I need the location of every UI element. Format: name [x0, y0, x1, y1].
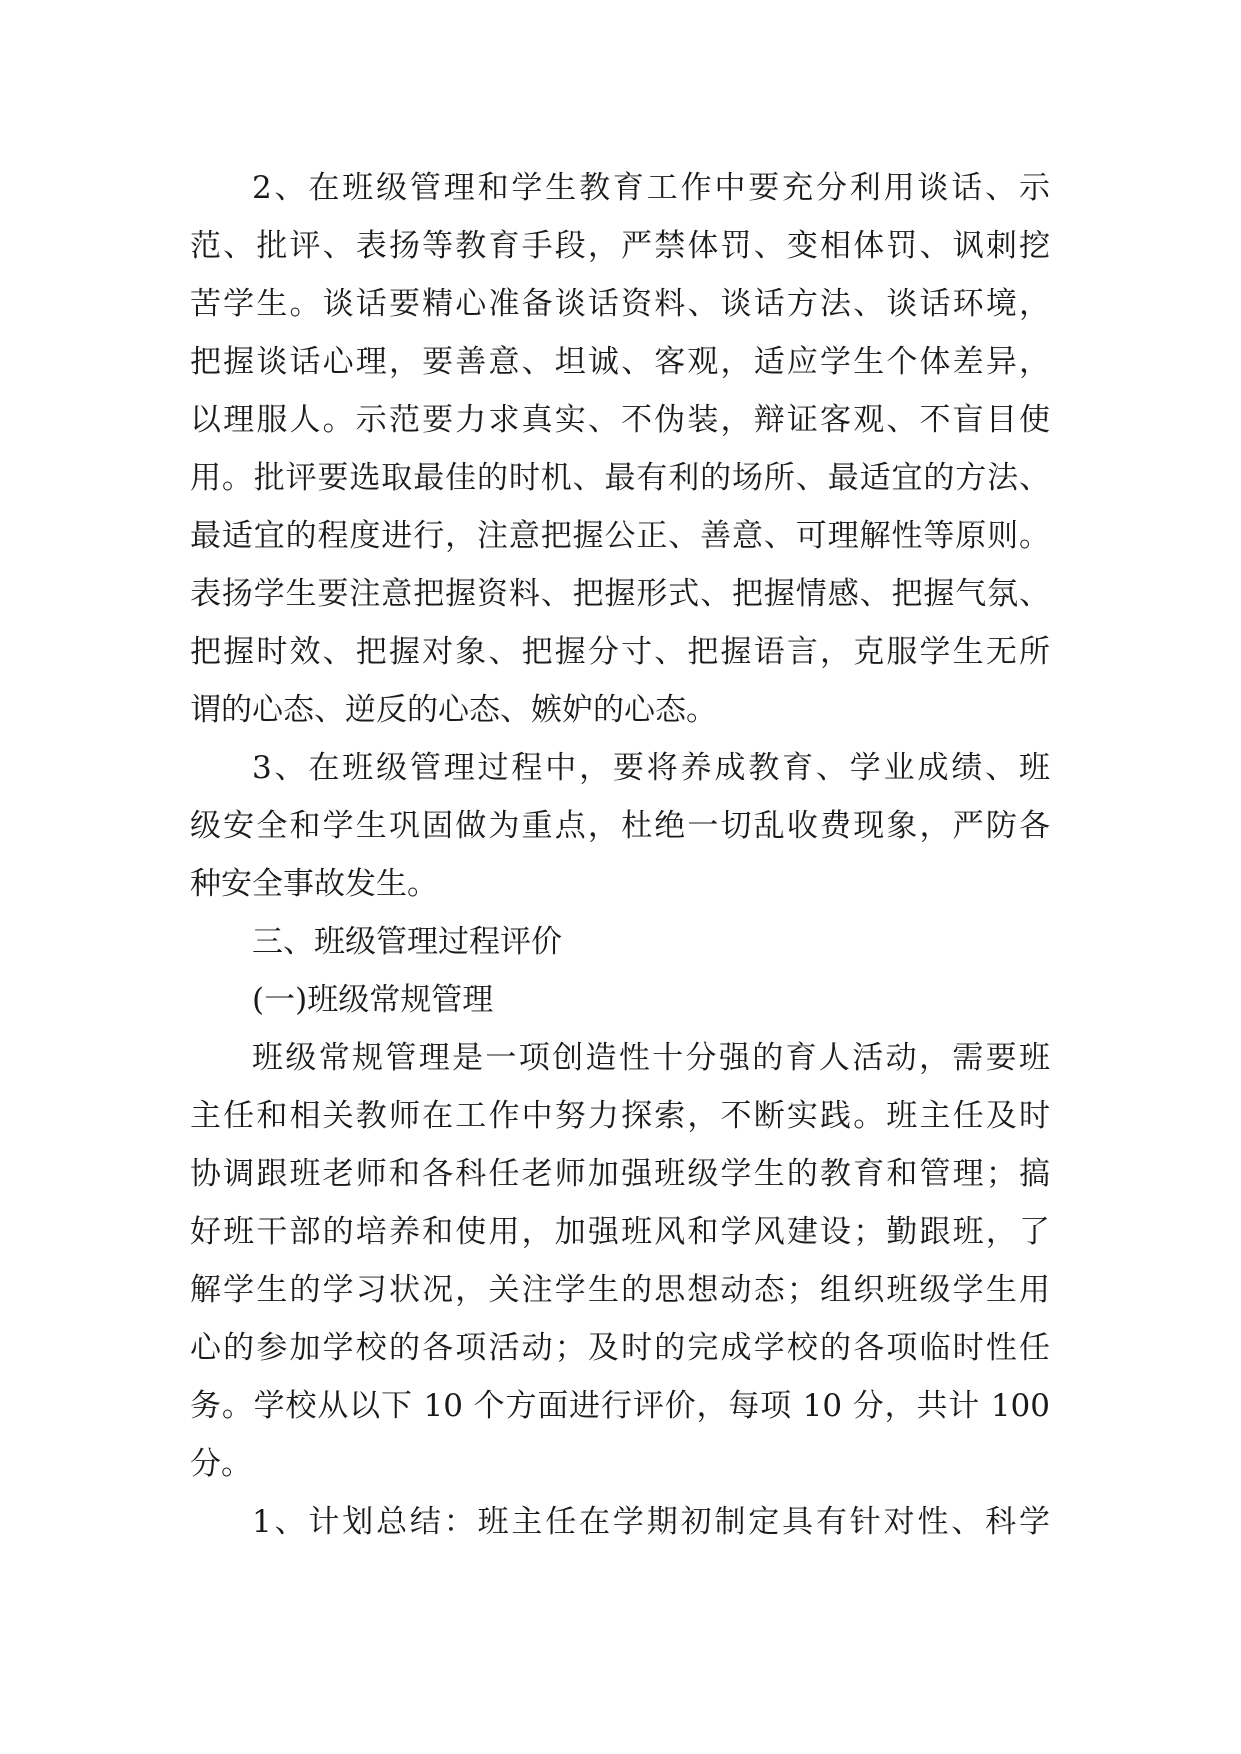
text-line: 把握谈话心理，要善意、坦诚、客观，适应学生个体差异，: [190, 344, 1050, 380]
subsection-heading: (一)班级常规管理: [252, 982, 494, 1018]
text-line: 分。: [190, 1446, 252, 1482]
text-line: 级安全和学生巩固做为重点，杜绝一切乱收费现象，严防各: [190, 808, 1050, 844]
text-line: 务。学校从以下 10 个方面进行评价，每项 10 分，共计 100: [190, 1388, 1050, 1424]
text-line: 种安全事故发生。: [190, 866, 438, 902]
text-line: 谓的心态、逆反的心态、嫉妒的心态。: [190, 692, 717, 728]
text-line: 主任和相关教师在工作中努力探索，不断实践。班主任及时: [190, 1098, 1050, 1134]
text-line: 苦学生。谈话要精心准备谈话资料、谈话方法、谈话环境，: [190, 286, 1050, 322]
text-line: 好班干部的培养和使用，加强班风和学风建设；勤跟班，了: [190, 1214, 1050, 1250]
text-line: 2、在班级管理和学生教育工作中要充分利用谈话、示: [252, 170, 1050, 206]
section-heading: 三、班级管理过程评价: [252, 924, 562, 960]
text-line: 班级常规管理是一项创造性十分强的育人活动，需要班: [252, 1040, 1050, 1076]
text-line: 心的参加学校的各项活动；及时的完成学校的各项临时性任: [190, 1330, 1050, 1366]
text-line: 把握时效、把握对象、把握分寸、把握语言，克服学生无所: [190, 634, 1050, 670]
text-line: 用。批评要选取最佳的时机、最有利的场所、最适宜的方法、: [190, 460, 1050, 496]
text-line: 3、在班级管理过程中，要将养成教育、学业成绩、班: [252, 750, 1050, 786]
text-line: 解学生的学习状况，关注学生的思想动态；组织班级学生用: [190, 1272, 1050, 1308]
text-line: 以理服人。示范要力求真实、不伪装，辩证客观、不盲目使: [190, 402, 1050, 438]
text-line: 最适宜的程度进行，注意把握公正、善意、可理解性等原则。: [190, 518, 1050, 554]
text-line: 协调跟班老师和各科任老师加强班级学生的教育和管理；搞: [190, 1156, 1050, 1192]
text-line: 1、计划总结：班主任在学期初制定具有针对性、科学: [252, 1504, 1050, 1540]
text-line: 表扬学生要注意把握资料、把握形式、把握情感、把握气氛、: [190, 576, 1050, 612]
text-line: 范、批评、表扬等教育手段，严禁体罚、变相体罚、讽刺挖: [190, 228, 1050, 264]
